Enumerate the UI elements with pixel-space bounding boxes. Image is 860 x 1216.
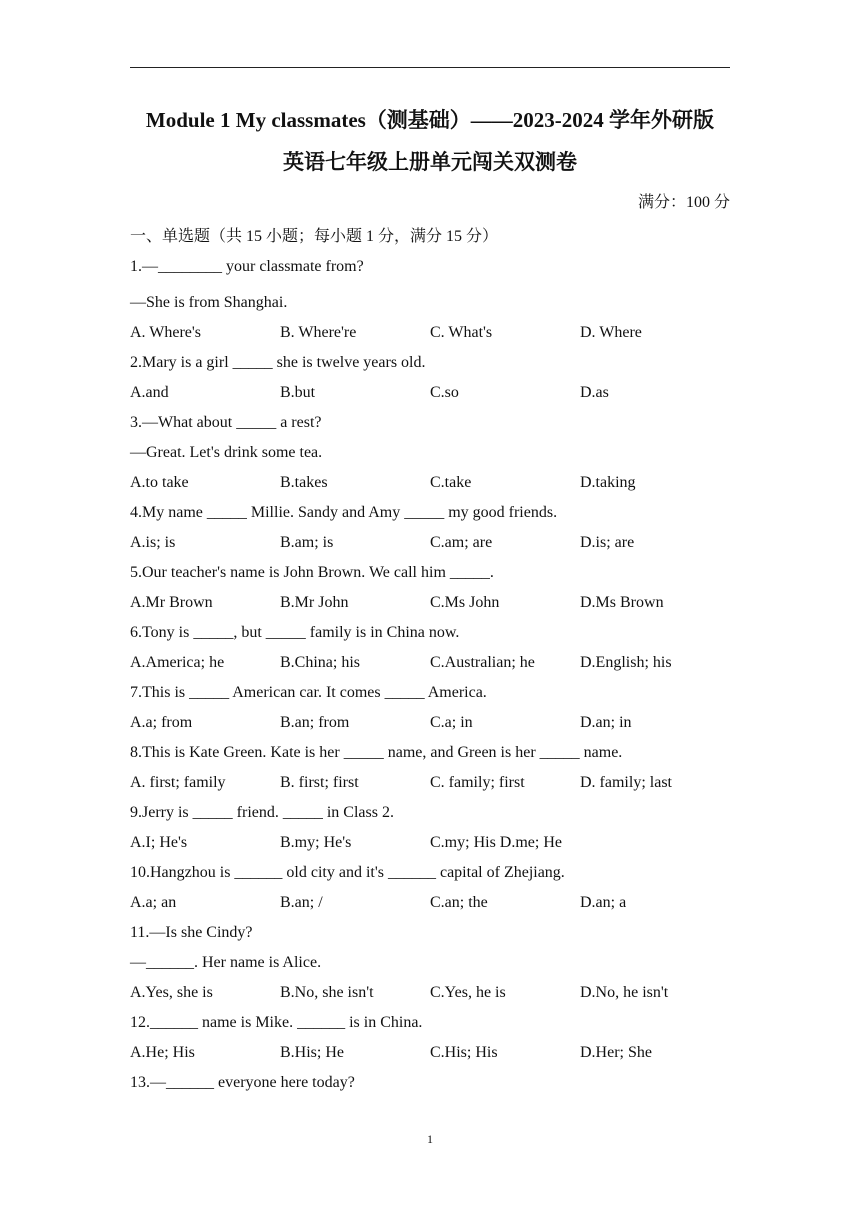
question-item <box>130 1008 730 1068</box>
answer-option: B.Mr John <box>280 594 349 611</box>
full-score: 满分：100 分 <box>637 194 730 211</box>
answer-option: D.No, he isn't <box>580 984 669 1001</box>
answer-option: A.a; from <box>130 714 193 731</box>
answer-option: C.Ms John <box>430 594 500 611</box>
question-stem: 8.This is Kate Green. Kate is her _____ name, and Green is her _____ name. <box>130 744 623 761</box>
question-stem: 2.Mary is a girl _____ she is twelve years old. <box>130 354 426 371</box>
answer-option: C.a; in <box>430 714 473 731</box>
answer-option: B.an; from <box>280 714 350 731</box>
answer-option: A. Where's <box>130 324 202 341</box>
answer-option: C.so <box>430 384 459 401</box>
answer-option: D.Her; She <box>580 1044 652 1061</box>
answer-option: C. What's <box>430 324 493 341</box>
page-title: Module 1 My classmates（测基础）——2023-2024 学年外研版 <box>145 108 715 132</box>
option-row <box>130 768 730 798</box>
question-item <box>130 738 730 798</box>
question-item <box>130 618 730 678</box>
option-row <box>130 588 730 618</box>
question-item <box>130 408 730 498</box>
answer-option: C.take <box>430 474 472 491</box>
answer-option: C.an; the <box>430 894 488 911</box>
question-stem: 6.Tony is _____, but _____ family is in China now. <box>130 624 460 641</box>
option-row <box>130 468 730 498</box>
answer-option: C. family; first <box>430 774 525 791</box>
question-stem: 11.—Is she Cindy? <box>130 924 253 941</box>
answer-option: D.an; in <box>580 714 632 731</box>
answer-option: C.Australian; he <box>430 654 535 671</box>
answer-option: C.Yes, he is <box>430 984 506 1001</box>
question-line: —Great. Let's drink some tea. <box>130 444 323 461</box>
section-heading: 一、单选题（共 15 小题；每小题 1 分，满分 15 分） <box>130 228 499 245</box>
answer-option: D.is; are <box>580 534 635 551</box>
answer-option: A.to take <box>130 474 189 491</box>
question-line: —She is from Shanghai. <box>130 294 288 311</box>
answer-option: D. family; last <box>580 774 672 791</box>
answer-option: A.I; He's <box>130 834 188 851</box>
answer-option: A. first; family <box>130 774 226 791</box>
question-item <box>130 498 730 558</box>
answer-option: D.an; a <box>580 894 627 911</box>
answer-option: A.is; is <box>130 534 176 551</box>
question-stem: 9.Jerry is _____ friend. _____ in Class 2. <box>130 804 394 821</box>
answer-option: A.Mr Brown <box>130 594 213 611</box>
answer-option: B.China; his <box>280 654 361 671</box>
question-stem: 4.My name _____ Millie. Sandy and Amy _____ my good friends. <box>130 504 558 521</box>
answer-option: B.am; is <box>280 534 334 551</box>
question-list <box>130 255 730 1098</box>
question-stem: 1.—________ your classmate from? <box>130 258 364 275</box>
option-row <box>130 378 730 408</box>
option-row <box>130 318 730 348</box>
answer-option: D.taking <box>580 474 636 491</box>
answer-option: B.takes <box>280 474 328 491</box>
question-line: —______. Her name is Alice. <box>130 954 322 971</box>
answer-option: B.an; / <box>280 894 323 911</box>
option-row <box>130 528 730 558</box>
answer-option: B. first; first <box>280 774 359 791</box>
option-row <box>130 708 730 738</box>
question-item <box>130 858 730 918</box>
answer-option: A.He; His <box>130 1044 195 1061</box>
answer-option: A.and <box>130 384 169 401</box>
question-item <box>130 798 730 858</box>
answer-option: C.my; His D.me; He <box>430 834 562 851</box>
option-row <box>130 888 730 918</box>
answer-option: C.am; are <box>430 534 493 551</box>
answer-option: D. Where <box>580 324 642 341</box>
answer-option: B.but <box>280 384 316 401</box>
answer-option: D.Ms Brown <box>580 594 664 611</box>
question-item <box>130 678 730 738</box>
answer-option: A.a; an <box>130 894 177 911</box>
question-stem: 10.Hangzhou is ______ old city and it's ______ capital of Zhejiang. <box>130 864 565 881</box>
page-subtitle: 英语七年级上册单元闯关双测卷 <box>283 150 577 174</box>
question-stem: 7.This is _____ American car. It comes _____ America. <box>130 684 487 701</box>
answer-option: B.my; He's <box>280 834 352 851</box>
question-stem: 13.—______ everyone here today? <box>130 1074 355 1091</box>
question-item <box>130 255 730 348</box>
answer-option: C.His; His <box>430 1044 498 1061</box>
answer-option: A.America; he <box>130 654 225 671</box>
answer-option: A.Yes, she is <box>130 984 213 1001</box>
question-stem: 3.—What about _____ a rest? <box>130 414 322 431</box>
option-row <box>130 648 730 678</box>
answer-option: B.No, she isn't <box>280 984 374 1001</box>
answer-option: D.English; his <box>580 654 672 671</box>
page-number: 1 <box>427 1132 433 1146</box>
option-row <box>130 1038 730 1068</box>
answer-option: D.as <box>580 384 609 401</box>
question-item <box>130 558 730 618</box>
question-stem: 12.______ name is Mike. ______ is in China. <box>130 1014 423 1031</box>
option-row <box>130 828 730 858</box>
answer-option: B. Where're <box>280 324 357 341</box>
question-item <box>130 1068 730 1098</box>
answer-option: B.His; He <box>280 1044 344 1061</box>
question-item <box>130 348 730 408</box>
option-row <box>130 978 730 1008</box>
question-item <box>130 918 730 1008</box>
question-stem: 5.Our teacher's name is John Brown. We call him _____. <box>130 564 494 581</box>
top-rule <box>130 67 730 68</box>
